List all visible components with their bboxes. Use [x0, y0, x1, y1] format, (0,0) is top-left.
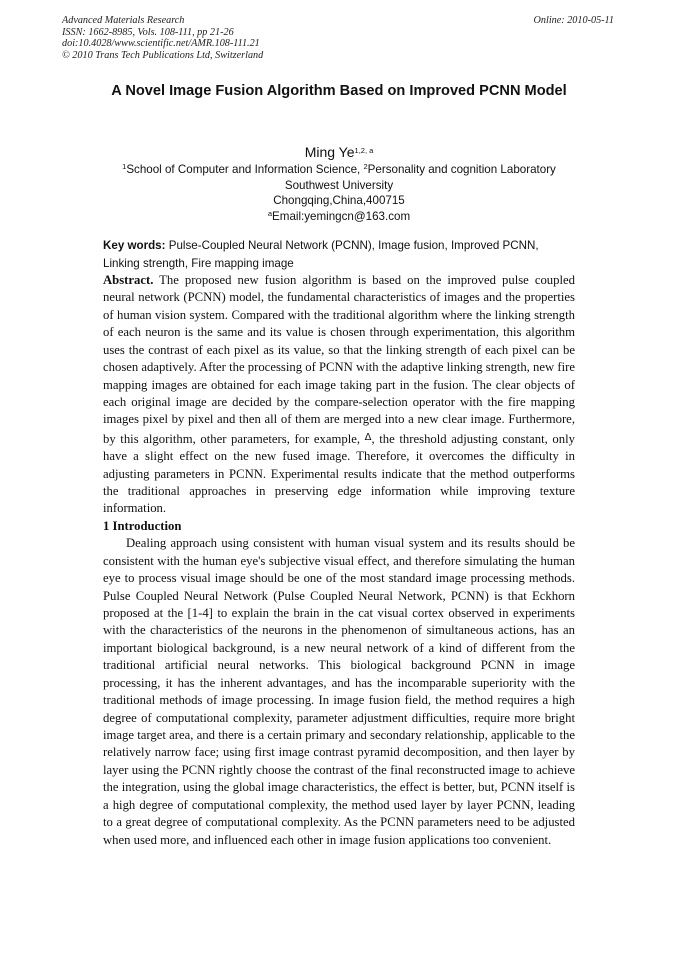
keywords-text: Pulse-Coupled Neural Network (PCNN), Image fusion, Improved PCNN, Linking strength, Fire mapping image [103, 239, 539, 270]
body-text [103, 272, 575, 849]
affiliation-line [60, 162, 618, 178]
affil2-sup: 2 [363, 162, 368, 171]
abstract-paragraph [103, 272, 575, 518]
affiliation-1: School of Computer and Information Science, [126, 163, 364, 176]
author-block [60, 143, 618, 224]
email: Email:yemingcn@163.com [272, 209, 411, 223]
copyright-line: © 2010 Trans Tech Publications Ltd, Switzerland [62, 49, 264, 61]
affil1-sup: 1 [122, 162, 127, 171]
author-line [60, 143, 618, 161]
author-name: Ming Ye [304, 144, 355, 160]
abstract-text-2: , the threshold adjusting constant, only have a slight effect on the new fused image. Therefore, it overcomes the difficulty in adjusting parameters in PCNN. Experimental results indicate that the method outperforms the traditional approaches in preserving edge information while improving texture information. [103, 431, 575, 516]
introduction-paragraph: Dealing approach using consistent with human visual system and its results should be consistent with the human eye's subjective visual effect, and therefore simulating the human eye to process visual image should be one of the most standard image processing methods. Pulse Coupled Neural Network (Pulse Coupled Neural Network, PCNN) is that Eckhorn proposed at the [1-4] to explain the brain in the cat visual cortex observed in experiments with the characteristics of the neurons in the phenomenon of simultaneous actions, has an important biological background, is a new neural network of a kind of different from the traditional artificial neural networks. This biological background PCNN in image processing, it has the inherent advantages, and has the incomparable superiority with the traditional methods of image processing. In image fusion field, the method requires a high degree of computational complexity, parameter adjustment difficulties, require more bright image target area, and there is a certain primary and secondary relationship, applicable to the relatively narrow face; using first image contrast pyramid decomposition, and then layer by layer using the PCNN rightly choose the contrast of the final reconstructed image to achieve the integration, using the global image characteristics, the effect is better, but, PCNN itself is a high degree of computational complexity, the method used layer by layer PCNN, leading to a great degree of computational complexity. As the PCNN parameters need to be adjusted when used more, and influenced each other in image fusion applications too convenient. [103, 536, 575, 847]
journal-header [62, 15, 263, 61]
delta-symbol: Δ [364, 431, 372, 443]
keywords [103, 237, 575, 272]
keywords-label: Key words: [103, 239, 166, 252]
abstract-text-1: The proposed new fusion algorithm is based on the improved pulse coupled neural network (PCNN) model, the fundamental characteristics of images and the properties of human vision system. Compared with the traditional algorithm where the linking strength of each neuron is the same and its value is chosen through experimentation, this algorithm uses the contrast of each pixel as its value, so that the linking strength of each pixel can be chosen adaptively. After the processing of PCNN with the adaptive linking strength, new fire mapping images are obtained for each image taking part in the fusion. The clear objects of each original image are decided by the compare-selection operator with the fire mapping images pixel by pixel and then all of them are merged into a new clear image. Furthermore, by this algorithm, other parameters, for example, [103, 273, 575, 446]
university: Southwest University [284, 178, 394, 192]
city-address: Chongqing,China,400715 [273, 194, 405, 207]
abstract-label: Abstract. [103, 273, 154, 287]
section-heading: 1 Introduction [103, 518, 182, 533]
online-date: Online: 2010-05-11 [533, 15, 614, 26]
author-sup: 1,2, a [354, 146, 374, 155]
doi-line: doi:10.4028/www.scientific.net/AMR.108-111.21 [62, 38, 260, 49]
email-line [60, 209, 618, 225]
issn-line: ISSN: 1662-8985, Vols. 108-111, pp 21-26 [62, 26, 234, 38]
affiliation-2: Personality and cognition Laboratory [367, 163, 556, 176]
journal-name: Advanced Materials Research [62, 15, 185, 26]
paper-title: A Novel Image Fusion Algorithm Based on Improved PCNN Model [111, 83, 567, 99]
email-sup: a [267, 208, 273, 218]
